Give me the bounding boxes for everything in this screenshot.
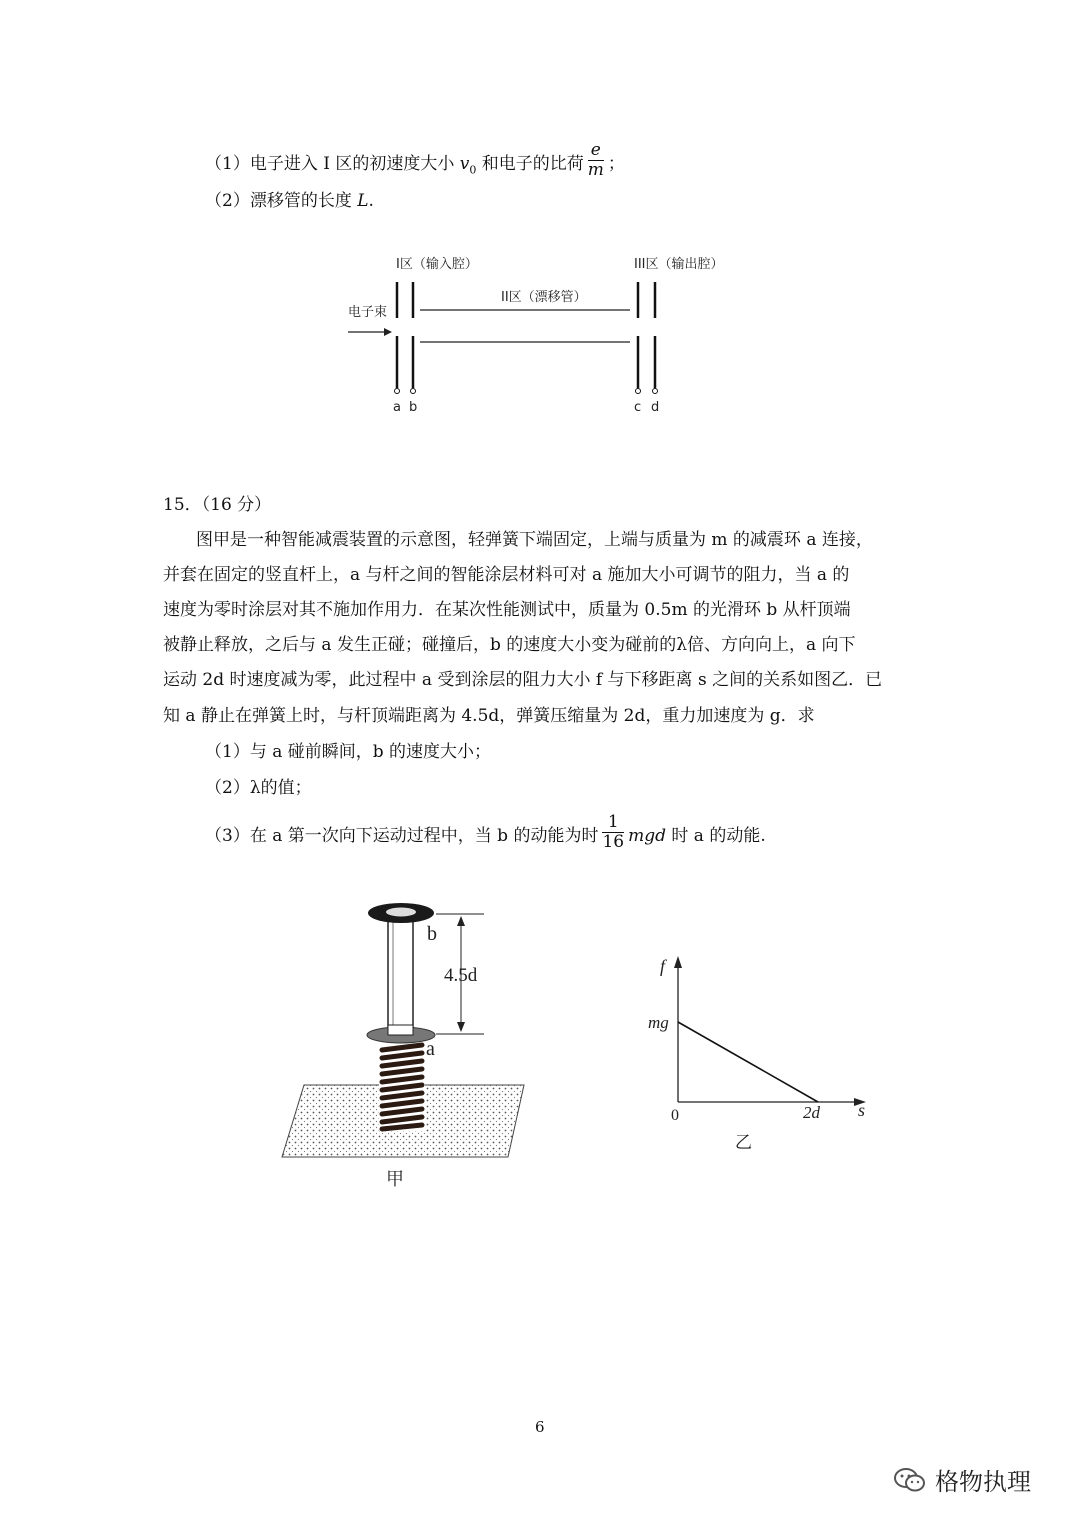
klystron-figure	[340, 248, 780, 423]
frac-num: e	[588, 142, 604, 161]
caption-yi: 乙	[735, 1133, 752, 1153]
q14-part1	[205, 140, 625, 183]
page-number: 6	[535, 1418, 545, 1436]
terminal-a-label: a	[393, 400, 401, 415]
var-v0-sub: 0	[469, 163, 477, 177]
tick-label-2d: 2d	[803, 1103, 820, 1122]
y-axis-arrow	[674, 956, 682, 968]
q14-part2	[205, 193, 374, 210]
figure-jia	[276, 895, 536, 1195]
q15-header: 15．（16 分）	[163, 495, 272, 515]
label-region3: III区（输出腔）	[634, 257, 724, 272]
q15-sub1: （1）与 a 碰前瞬间，b 的速度大小；	[205, 742, 492, 762]
expr-mgd: mgd	[628, 826, 666, 846]
q14-part2-suffix: .	[368, 191, 374, 211]
q15-para-line: 图甲是一种智能减震装置的示意图，轻弹簧下端固定，上端与质量为 m 的减震环 a 连接，	[196, 530, 873, 550]
watermark	[893, 1462, 1031, 1497]
chart-line	[678, 1022, 818, 1102]
terminal-d-label: d	[651, 400, 660, 415]
label-a: a	[426, 1038, 435, 1060]
q15-para-line: 被静止释放，之后与 a 发生正碰；碰撞后，b 的速度大小变为碰前的λ倍、方向向上，a 向下	[163, 635, 856, 655]
q14-part1-suffix: ；	[607, 154, 625, 174]
terminal-b-label: b	[409, 400, 418, 415]
caption-jia: 甲	[386, 1169, 404, 1190]
tick-label-mg: mg	[648, 1013, 669, 1032]
tick-label-origin: 0	[671, 1107, 679, 1124]
axis-label-f: f	[660, 956, 666, 976]
q15-sub3-suffix: 时 a 的动能.	[665, 826, 766, 846]
terminal-c-dot	[636, 389, 641, 394]
q15-sub2: （2）λ的值；	[205, 778, 312, 798]
q15-para-line: 运动 2d 时速度减为零，此过程中 a 受到涂层的阻力大小 f 与下移距离 s 之间的关系如图乙．已	[163, 670, 883, 690]
q14-part1-prefix: （1）电子进入 I 区的初速度大小	[205, 154, 460, 174]
q15-para-line: 知 a 静止在弹簧上时，与杆顶端距离为 4.5d，弹簧压缩量为 2d，重力加速度为 g．求	[163, 706, 815, 726]
q15-para-line: 并套在固定的竖直杆上，a 与杆之间的智能涂层材料可对 a 施加大小可调节的阻力，当 a 的	[163, 565, 850, 585]
label-region1: I区（输入腔）	[396, 257, 478, 272]
spring	[379, 1045, 425, 1131]
figure-yi	[640, 950, 880, 1155]
q14-part1-mid: 和电子的比荷	[476, 154, 584, 174]
label-b: b	[427, 923, 437, 945]
vertical-rod	[388, 915, 413, 1033]
wechat-icon	[893, 1466, 927, 1494]
terminal-b-dot	[411, 389, 416, 394]
var-v0: v	[459, 154, 470, 174]
q14-part2-prefix: （2）漂移管的长度	[205, 191, 358, 211]
q15-para-line: 速度为零时涂层对其不施加作用力．在某次性能测试中，质量为 0.5m 的光滑环 b 从杆顶端	[163, 600, 851, 620]
terminal-a-dot	[395, 389, 400, 394]
var-L: L	[357, 191, 369, 211]
label-4-5d: 4.5d	[444, 965, 478, 986]
fraction-e-over-m	[588, 142, 604, 179]
frac-den: 16	[602, 832, 625, 852]
watermark-text: 格物执理	[935, 1468, 1031, 1496]
label-beam: 电子束	[348, 305, 388, 320]
terminal-c-label: c	[634, 400, 642, 415]
q15-sub3-prefix: （3）在 a 第一次向下运动过程中，当 b 的动能为时	[205, 826, 599, 846]
frac-num: 1	[602, 814, 624, 833]
fraction-1-over-16	[602, 814, 624, 851]
q15-sub3	[205, 812, 766, 855]
label-region2: II区（漂移管）	[501, 290, 587, 305]
frac-den: m	[587, 160, 604, 180]
axis-label-s: s	[858, 1100, 866, 1120]
beam-arrow-head	[384, 328, 392, 336]
terminal-d-dot	[653, 389, 658, 394]
